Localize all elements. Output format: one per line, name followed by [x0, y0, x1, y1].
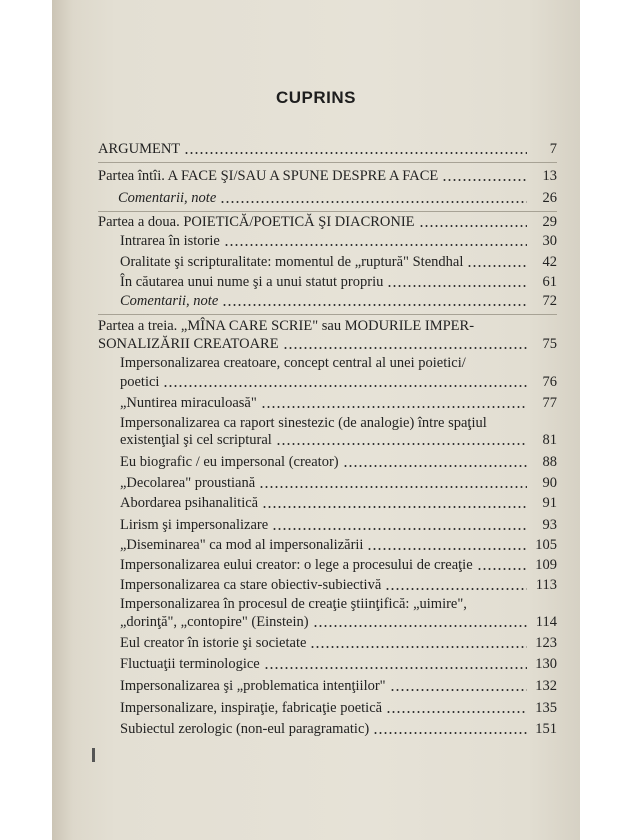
toc-entry-text: „Diseminarea" ca mod al impersonalizării [120, 537, 364, 553]
page-title: CUPRINS [275, 88, 356, 107]
leader-dots [367, 548, 527, 550]
toc-entry-text: Lirism şi impersonalizare [120, 517, 269, 533]
toc-entry-text: ARGUMENT [98, 141, 181, 157]
leader-dots [261, 406, 527, 408]
toc-entry-text: În căutarea unui nume şi a unui statut propriu [120, 274, 384, 290]
section-divider [98, 162, 557, 163]
toc-page-number: 123 [535, 635, 557, 651]
toc-entry-text: Partea întîi. A FACE ŞI/SAU A SPUNE DESPRE A FACE [98, 168, 439, 184]
toc-entry-text: Impersonalizarea în procesul de creaţie ştiinţifică: „uimire", [120, 596, 467, 612]
toc-entry-text: „Nuntirea miraculoasă" [120, 395, 257, 411]
toc-entry [120, 373, 557, 391]
toc-entry-argument [98, 140, 557, 158]
toc-entry-text: Subiectul zerologic (non-eul paragramatic) [120, 721, 370, 737]
margin-mark [92, 748, 95, 762]
toc-entry-text: SONALIZĂRII CREATOARE [98, 336, 279, 352]
toc-entry-text: poetici [120, 374, 160, 390]
section-divider [98, 211, 557, 212]
toc-page-number: 135 [535, 700, 557, 716]
leader-dots [264, 667, 527, 669]
toc-entry-text: „dorinţă", „contopire" (Einstein) [120, 614, 309, 630]
leader-dots [419, 225, 527, 227]
toc-entry [120, 453, 557, 471]
leader-dots [313, 625, 527, 627]
toc-page-number: 130 [535, 656, 557, 672]
leader-dots [262, 506, 527, 508]
toc-entry [120, 536, 557, 554]
leader-dots [385, 588, 527, 590]
toc-entry-text: Eu biografic / eu impersonal (creator) [120, 454, 339, 470]
toc-entry-text: existenţial şi cel scriptural [120, 432, 272, 448]
leader-dots [387, 285, 527, 287]
toc-entry [120, 474, 557, 492]
toc-entry [120, 494, 557, 512]
toc-page-number: 29 [542, 214, 557, 230]
leader-dots [259, 486, 527, 488]
toc-entry [120, 273, 557, 291]
toc-page-number: 114 [535, 614, 557, 630]
toc-entry-text: Oralitate şi scripturalitate: momentul de „ruptură" Stendhal [120, 254, 464, 270]
toc-entry-text: Impersonalizarea eului creator: o lege a procesului de creaţie [120, 557, 473, 573]
toc-page-number: 113 [535, 577, 557, 593]
toc-entry-text: Impersonalizarea ca raport sinestezic (de analogie) între spaţiul [120, 415, 487, 431]
toc-entry-text: Fluctuaţii terminologice [120, 656, 260, 672]
toc-entry-text: Impersonalizarea ca stare obiectiv-subiectivă [120, 577, 382, 593]
leader-dots [283, 347, 527, 349]
toc-entry-part-one-notes [118, 189, 557, 207]
toc-page-number: 88 [542, 454, 557, 470]
toc-entry [120, 613, 557, 631]
toc-entry [120, 576, 557, 594]
toc-entry [120, 655, 557, 673]
toc-entry-text: Eul creator în istorie şi societate [120, 635, 307, 651]
toc-entry-part-two-notes [120, 292, 557, 310]
toc-entry [120, 253, 557, 271]
toc-entry [120, 232, 557, 250]
toc-entry [120, 556, 557, 574]
toc-page-number: 109 [535, 557, 557, 573]
toc-entry-text: „Decolarea" proustiană [120, 475, 256, 491]
toc-page-number: 72 [542, 293, 557, 309]
toc-entry-text: Impersonalizarea creatoare, concept central al unei poietici/ [120, 355, 466, 371]
toc-entry-text: Impersonalizare, inspiraţie, fabricaţie poetică [120, 700, 383, 716]
toc-entry [120, 394, 557, 412]
toc-page-number: 75 [542, 336, 557, 352]
toc-entry-text: Abordarea psihanalitică [120, 495, 259, 511]
toc-entry-text: Comentarii, note [120, 293, 219, 309]
toc-page-number: 81 [542, 432, 557, 448]
toc-entry-line1 [120, 354, 557, 372]
leader-dots [224, 244, 527, 246]
toc-entry-text: Partea a doua. POIETICĂ/POETICĂ ŞI DIACRONIE [98, 214, 415, 230]
toc-entry-text: Impersonalizarea şi „problematica intenţiilor" [120, 678, 386, 694]
toc-entry [120, 699, 557, 717]
toc-entry-part-three-line1 [98, 317, 557, 335]
toc-page-number: 91 [542, 495, 557, 511]
toc-entry [120, 677, 557, 695]
toc-entry-text: Partea a treia. „MÎNA CARE SCRIE" sau MODURILE IMPER- [98, 318, 475, 334]
leader-dots [310, 646, 527, 648]
toc-page-number: 13 [542, 168, 557, 184]
toc-entry [120, 634, 557, 652]
toc-page-number: 77 [542, 395, 557, 411]
leader-dots [477, 568, 527, 570]
toc-entry [120, 516, 557, 534]
leader-dots [222, 304, 527, 306]
leader-dots [373, 732, 527, 734]
toc-page-number: 105 [535, 537, 557, 553]
toc-page-number: 151 [535, 721, 557, 737]
toc-page-number: 93 [542, 517, 557, 533]
leader-dots [272, 528, 527, 530]
leader-dots [442, 179, 527, 181]
toc-page-number: 90 [542, 475, 557, 491]
leader-dots [386, 711, 527, 713]
leader-dots [390, 689, 527, 691]
leader-dots [343, 465, 527, 467]
toc-page-number: 30 [542, 233, 557, 249]
toc-entry-text: Intrarea în istorie [120, 233, 220, 249]
section-divider [98, 314, 557, 315]
toc-page-number: 26 [542, 190, 557, 206]
book-page [52, 0, 580, 840]
leader-dots [163, 385, 527, 387]
toc-page-number: 42 [542, 254, 557, 270]
toc-entry-line1 [120, 595, 557, 613]
toc-page-number: 61 [542, 274, 557, 290]
toc-entry-part-one [98, 167, 557, 185]
toc-entry-part-two [98, 213, 557, 231]
toc-page-number: 7 [549, 141, 557, 157]
leader-dots [467, 265, 527, 267]
toc-entry-line1 [120, 414, 557, 432]
toc-entry [120, 720, 557, 738]
toc-entry-part-three-line2 [98, 335, 557, 353]
leader-dots [184, 152, 527, 154]
leader-dots [220, 201, 527, 203]
toc-page-number: 132 [535, 678, 557, 694]
toc-page-number: 76 [542, 374, 557, 390]
leader-dots [276, 443, 527, 445]
toc-entry-text: Comentarii, note [118, 190, 217, 206]
toc-entry [120, 431, 557, 449]
